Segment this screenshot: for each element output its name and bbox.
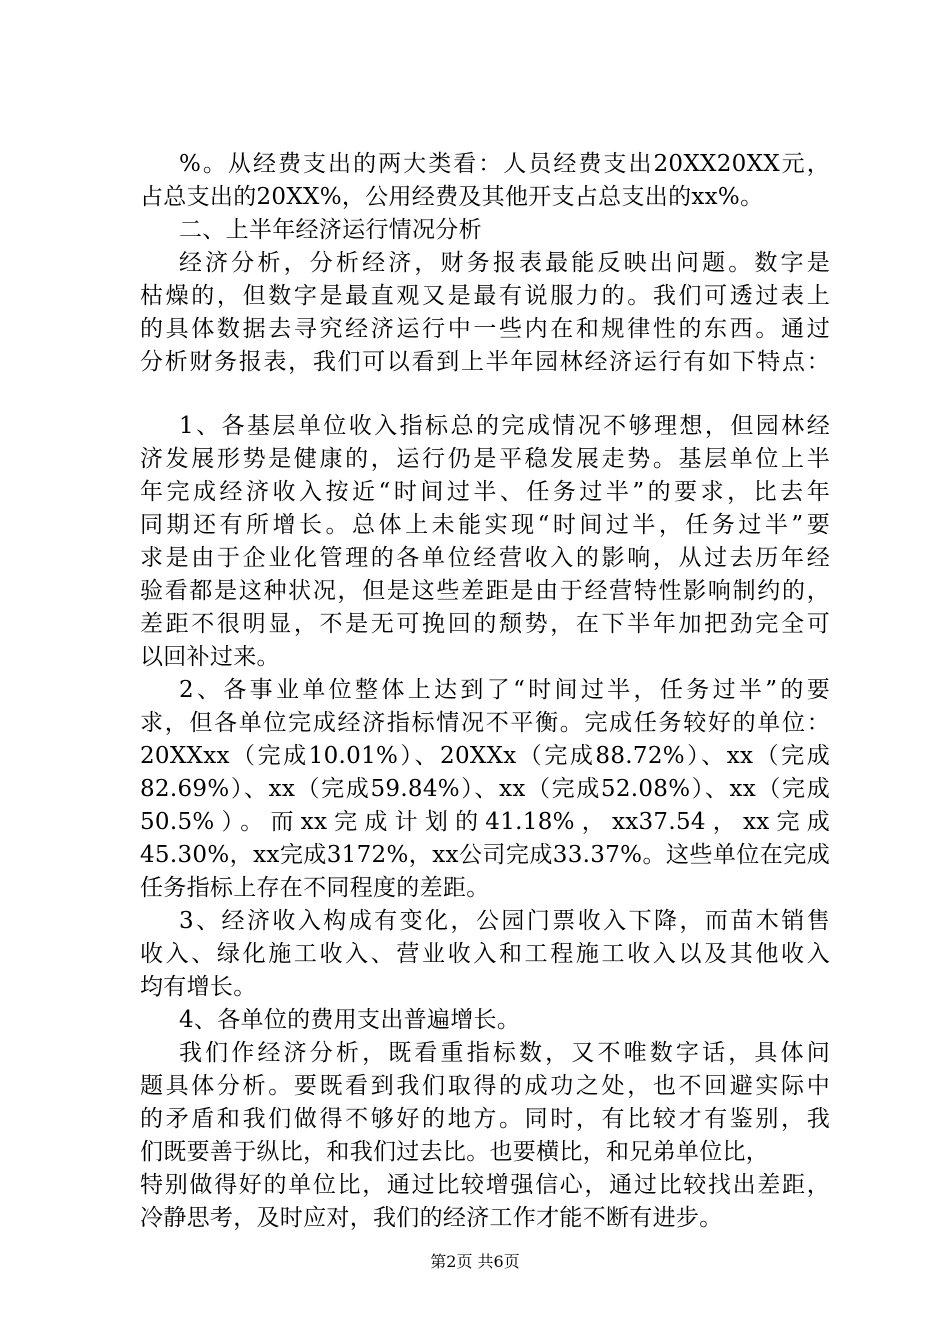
body-line: 4、各单位的费用支出普遍增长。 xyxy=(179,1007,521,1033)
body-line: 题具体分析。要既看到我们取得的成功之处，也不回避实际中 xyxy=(140,1073,830,1099)
body-line: 冷静思考，及时应对，我们的经济工作才能不断有进步。 xyxy=(140,1205,723,1231)
paragraph-gap xyxy=(140,379,830,410)
body-line: 济发展形势是健康的，运行仍是平稳发展走势。基层单位上半 xyxy=(140,446,830,472)
document-body xyxy=(140,148,830,1235)
body-line: 3、经济收入构成有变化，公园门票收入下降，而苗木销售 xyxy=(179,908,830,934)
body-line: 以回补过来。 xyxy=(140,644,280,670)
body-line: 的具体数据去寻究经济运行中一些内在和规律性的东西。通过 xyxy=(140,316,830,342)
section-heading: 二、上半年经济运行情况分析 xyxy=(179,217,482,243)
body-line: 任务指标上存在不同程度的差距。 xyxy=(140,875,490,901)
body-line: 求，但各单位完成经济指标情况不平衡。完成任务较好的单位： xyxy=(140,710,830,736)
page-footer: 第2页 共6页 xyxy=(430,1252,520,1271)
body-line: 特别做得好的单位比，通过比较增强信心，通过比较找出差距， xyxy=(140,1172,830,1198)
body-line: 均有增长。 xyxy=(140,974,257,1000)
body-line: 求是由于企业化管理的各单位经营收入的影响，从过去历年经 xyxy=(140,545,830,571)
body-line: 50.5%）。而xx完成计划的41.18%，xx37.54，xx完成 xyxy=(140,809,830,835)
body-line: 差距不很明显，不是无可挽回的颓势，在下半年加把劲完全可 xyxy=(140,611,830,637)
body-line: 45.30%，xx完成3172%，xx公司完成33.37%。这些单位在完成 xyxy=(140,842,830,868)
body-line: 同期还有所增长。总体上未能实现“时间过半，任务过半”要 xyxy=(140,512,830,538)
body-line: 20XXxx（完成10.01%）、20XXx（完成88.72%）、xx（完成 xyxy=(140,743,830,769)
body-line: 年完成经济收入按近“时间过半、任务过半”的要求，比去年 xyxy=(140,479,830,505)
body-line: 枯燥的，但数字是最直观又是最有说服力的。我们可透过表上 xyxy=(140,283,830,309)
body-line: 们既要善于纵比，和我们过去比。也要横比，和兄弟单位比， xyxy=(140,1139,770,1165)
body-line: 82.69%）、xx（完成59.84%）、xx（完成52.08%）、xx（完成 xyxy=(140,776,830,802)
body-line: 分析财务报表，我们可以看到上半年园林经济运行有如下特点： xyxy=(140,349,830,375)
body-line: 的矛盾和我们做得不够好的地方。同时，有比较才有鉴别，我 xyxy=(140,1106,830,1132)
body-line: 占总支出的20XX%，公用经费及其他开支占总支出的xx%。 xyxy=(140,184,764,210)
body-line: 验看都是这种状况，但是这些差距是由于经营特性影响制约的， xyxy=(140,578,830,604)
body-line: 2、各事业单位整体上达到了“时间过半，任务过半”的要 xyxy=(179,677,830,703)
body-line: 经济分析，分析经济，财务报表最能反映出问题。数字是 xyxy=(179,250,830,276)
body-line: %。从经费支出的两大类看：人员经费支出20XX20XX元， xyxy=(179,151,830,177)
body-line: 收入、绿化施工收入、营业收入和工程施工收入以及其他收入 xyxy=(140,941,830,967)
body-line: 我们作经济分析，既看重指标数，又不唯数字话，具体问 xyxy=(179,1040,830,1066)
body-line: 1、各基层单位收入指标总的完成情况不够理想，但园林经 xyxy=(179,413,830,439)
